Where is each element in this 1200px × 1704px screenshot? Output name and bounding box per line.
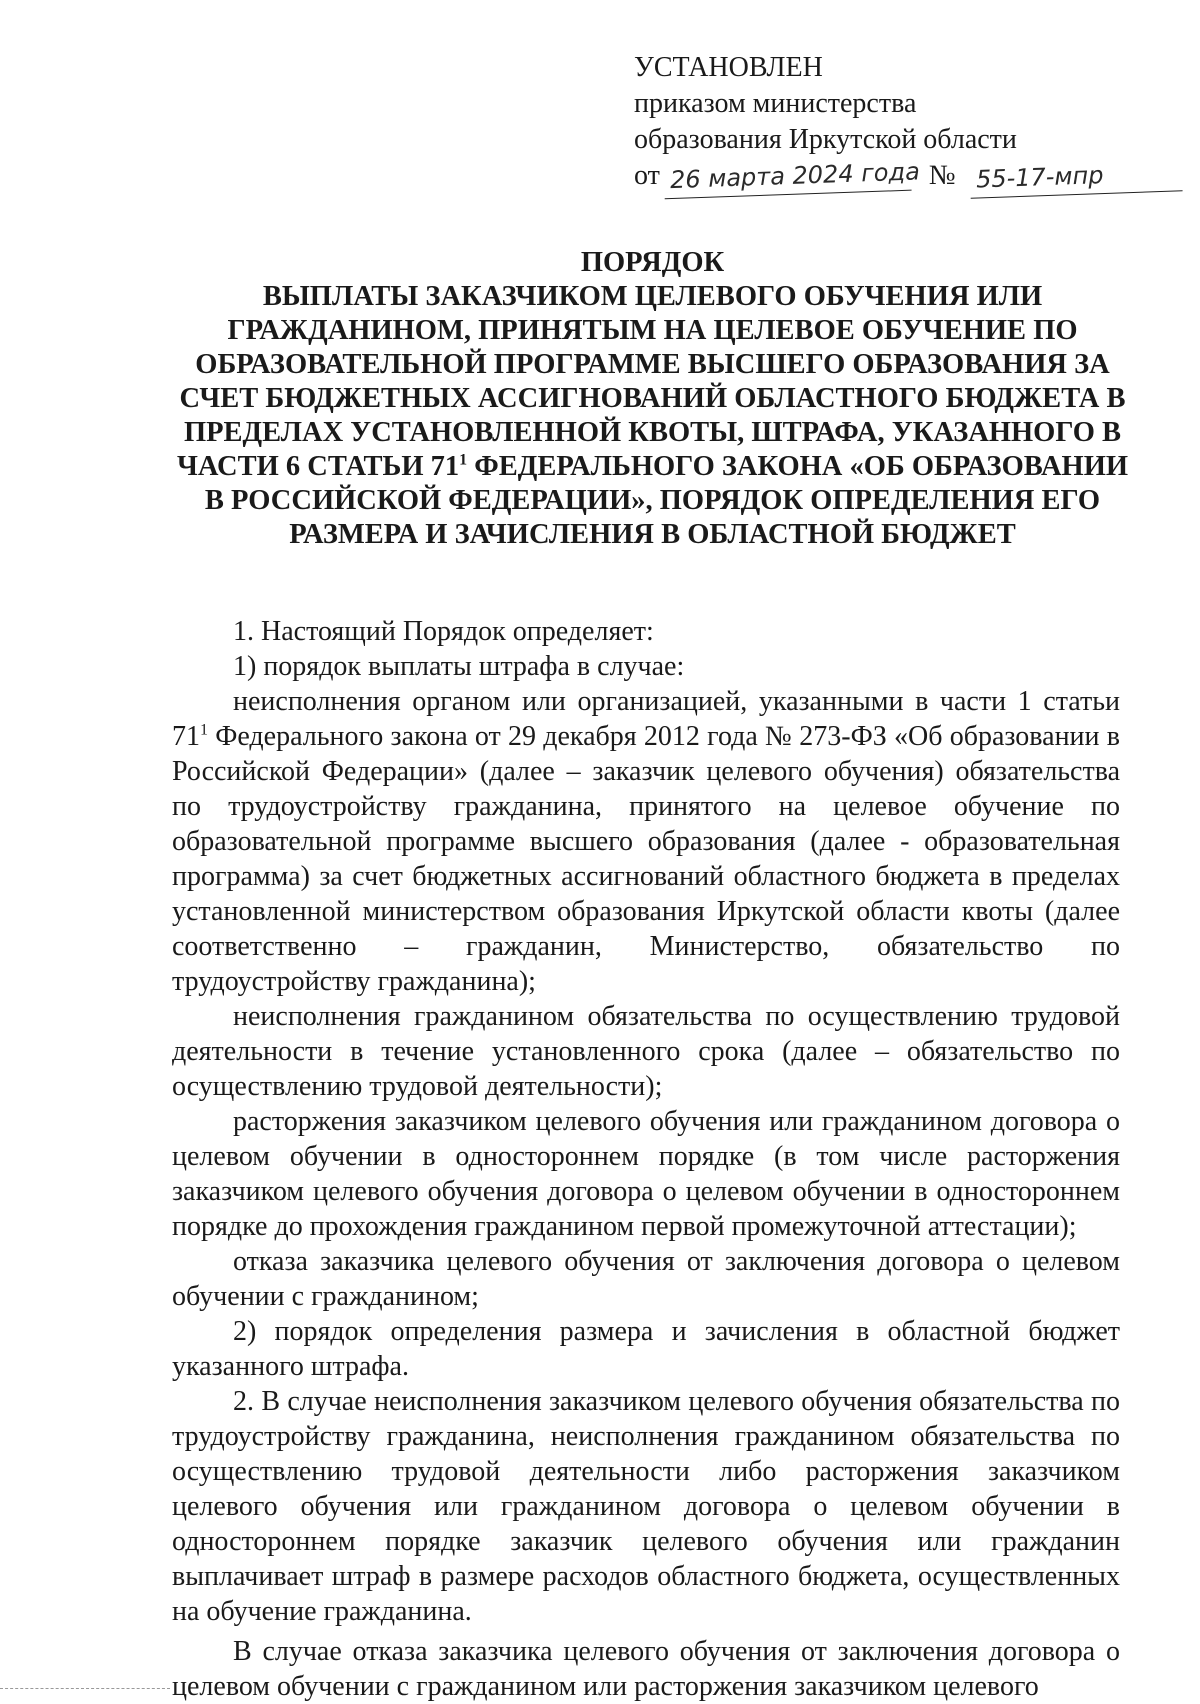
paragraph-nonfulfillment-citizen: неисполнения гражданином обязательства по осуществлению трудовой деятельности в течение установленного срока (далее – обязательство по осуществлению трудовой деятельности); xyxy=(172,1001,1120,1102)
paragraph-1-1: 1) порядок выплаты штрафа в случае: xyxy=(233,651,685,682)
paragraph-1: 1. Настоящий Порядок определяет: xyxy=(233,616,654,647)
approval-line-order: приказом министерства xyxy=(634,88,917,119)
title-body-part1: ВЫПЛАТЫ ЗАКАЗЧИКОМ ЦЕЛЕВОГО ОБУЧЕНИЯ ИЛИ ГРАЖДАНИНОМ, ПРИНЯТЫМ НА ЦЕЛЕВОЕ ОБУЧЕНИЕ ПО ОБРАЗОВАТЕЛЬНОЙ ПРОГРАММЕ ВЫСШЕГО ОБРАЗОВАНИЯ ЗА СЧЕТ БЮДЖЕТНЫХ АССИГНОВАНИЙ ОБЛАСТНОГО БЮДЖЕТА В ПРЕДЕЛАХ УСТАНОВЛЕННОЙ КВОТЫ, ШТРАФА, УКАЗАННОГО В ЧАСТИ 6 СТАТЬИ 71 xyxy=(176,281,1126,482)
paragraph-part: неисполнения органом или организацией, указанными в части 1 статьи 71 xyxy=(172,686,1120,752)
title-body xyxy=(177,281,1128,550)
paragraph-part: Федерального закона от 29 декабря 2012 года № 273-ФЗ «Об образовании в Российской Федерации» (далее – заказчик целевого обучения) обязательства по трудоустройству гражданина, принятого на целевое обучение по образовательной программе высшего образования (далее - образовательная программа) за счет бюджетных ассигнований областного бюджета в пределах установленной министерством образования Иркутской области квоты (далее соответственно – гражданин, Министерство, обязательство по трудоустройству гражданина); xyxy=(172,721,1120,997)
handwritten-number: 55-17-мпр xyxy=(969,154,1182,198)
paragraph-nonfulfillment-customer xyxy=(172,684,1120,999)
paragraph-2: 2. В случае неисполнения заказчиком целевого обучения обязательства по трудоустройству гражданина, неисполнения гражданином обязательства по осуществлению трудовой деятельности либо расторжения заказчиком целевого обучения или гражданином договора о целевом обучении в одностороннем порядке заказчик целевого обучения или гражданин выплачивает штраф в размере расходов областного бюджета, осуществленных на обучение гражданина. xyxy=(172,1386,1120,1627)
title-body-part2: ФЕДЕРАЛЬНОГО ЗАКОНА «ОБ ОБРАЗОВАНИИ В РОССИЙСКОЙ ФЕДЕРАЦИИ», ПОРЯДОК ОПРЕДЕЛЕНИЯ ЕГО РАЗМЕРА И ЗАЧИСЛЕНИЯ В ОБЛАСТНОЙ БЮДЖЕТ xyxy=(204,451,1129,550)
paragraph-refusal: отказа заказчика целевого обучения от заключения договора о целевом обучении с гражданином; xyxy=(172,1246,1120,1312)
approval-stamp xyxy=(634,50,1182,195)
approval-heading: УСТАНОВЛЕН xyxy=(634,52,823,83)
approval-line-ministry: образования Иркутской области xyxy=(634,124,1017,155)
document-title xyxy=(170,246,1135,552)
paragraph-termination: расторжения заказчиком целевого обучения или гражданином договора о целевом обучении в одностороннем порядке (в том числе расторжения заказчиком целевого обучения договора о целевом обучении в одностороннем порядке до прохождения гражданином первой промежуточной аттестации); xyxy=(172,1106,1120,1242)
paragraph-2-refusal: В случае отказа заказчика целевого обучения от заключения договора о целевом обучении с гражданином или расторжения заказчиком целевого xyxy=(172,1636,1120,1702)
document-body xyxy=(172,614,1120,1704)
page-edge-rule xyxy=(0,1688,170,1689)
number-sign: № xyxy=(928,160,956,191)
article-superscript: 1 xyxy=(200,721,208,739)
handwritten-date: 26 марта 2024 года xyxy=(663,154,911,200)
title-superscript: 1 xyxy=(459,451,468,469)
date-from-label: от xyxy=(634,160,660,191)
paragraph-1-2: 2) порядок определения размера и зачисления в областной бюджет указанного штрафа. xyxy=(172,1316,1120,1382)
approval-date-line xyxy=(634,158,1182,195)
title-heading: ПОРЯДОК xyxy=(580,247,725,278)
